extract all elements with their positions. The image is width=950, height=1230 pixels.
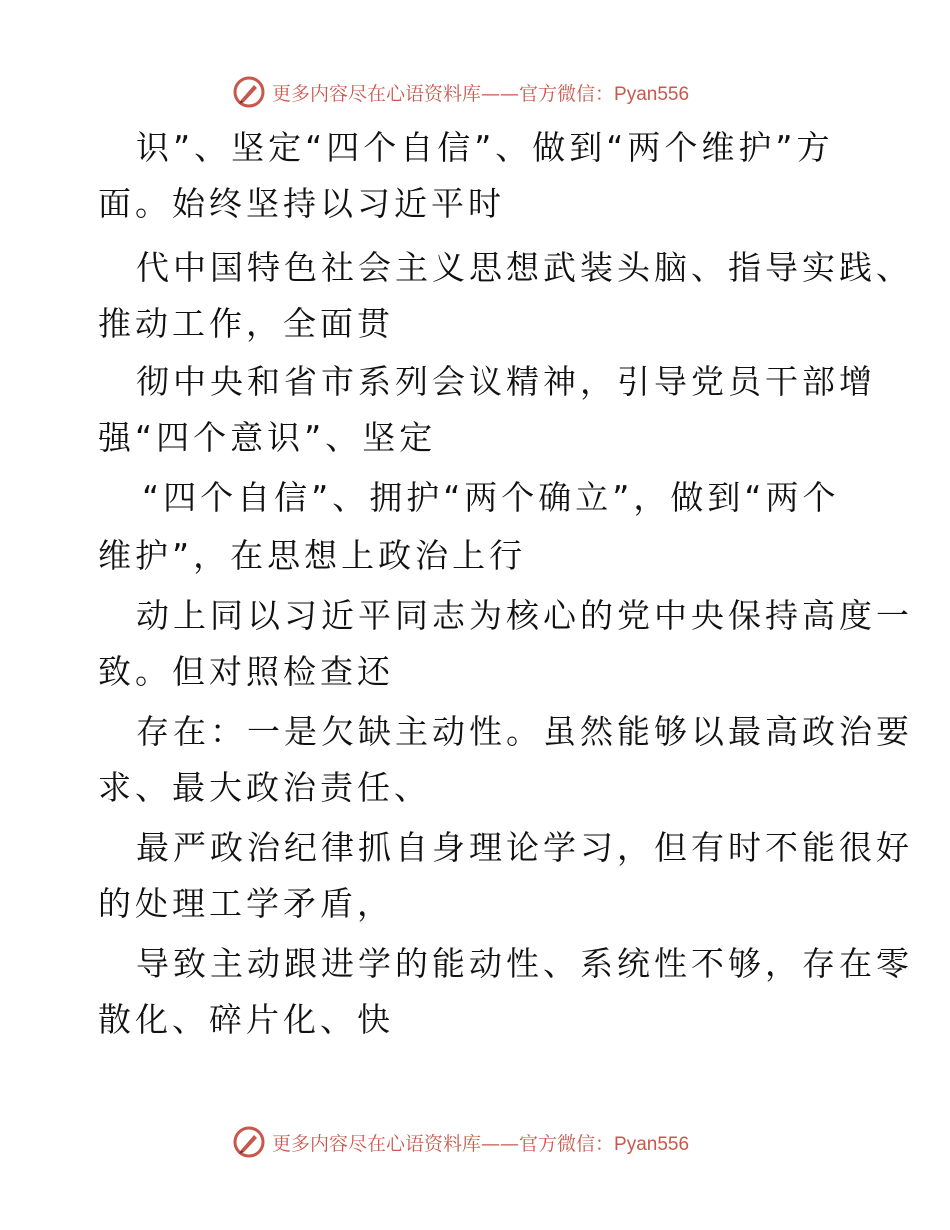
- body-line: 强“四个意识”、坚定: [98, 418, 437, 457]
- body-line: 的处理工学矛盾，: [98, 884, 394, 923]
- body-line: 识”、坚定“四个自信”、做到“两个维护”方: [136, 128, 834, 167]
- body-line: 存在：一是欠缺主动性。虽然能够以最高政治要: [136, 712, 913, 751]
- pen-logo-icon: [232, 75, 266, 109]
- body-line: 推动工作，全面贯: [98, 304, 394, 343]
- body-line: 彻中央和省市系列会议精神，引导党员干部增: [136, 362, 876, 401]
- footer-watermark: [232, 1122, 752, 1162]
- body-line: 维护”，在思想上政治上行: [98, 536, 527, 575]
- body-line: 动上同以习近平同志为核心的党中央保持高度一: [136, 596, 913, 635]
- body-line: 面。始终坚持以习近平时: [98, 184, 505, 223]
- header-watermark: [232, 72, 752, 112]
- body-line: 导致主动跟进学的能动性、系统性不够，存在零: [136, 944, 913, 983]
- body-line: 求、最大政治责任、: [98, 768, 431, 807]
- pen-logo-icon: [232, 1125, 266, 1159]
- body-line: 致。但对照检查还: [98, 652, 394, 691]
- body-line: “四个自信”、拥护“两个确立”，做到“两个: [142, 478, 840, 517]
- body-line: 散化、碎片化、快: [98, 1000, 394, 1039]
- body-line: 最严政治纪律抓自身理论学习，但有时不能很好: [136, 828, 913, 867]
- body-line: 代中国特色社会主义思想武装头脑、指导实践、: [136, 248, 913, 287]
- watermark-text: 更多内容尽在心语资料库——官方微信：Pyan556: [272, 1132, 690, 1155]
- watermark-text: 更多内容尽在心语资料库——官方微信：Pyan556: [272, 82, 690, 105]
